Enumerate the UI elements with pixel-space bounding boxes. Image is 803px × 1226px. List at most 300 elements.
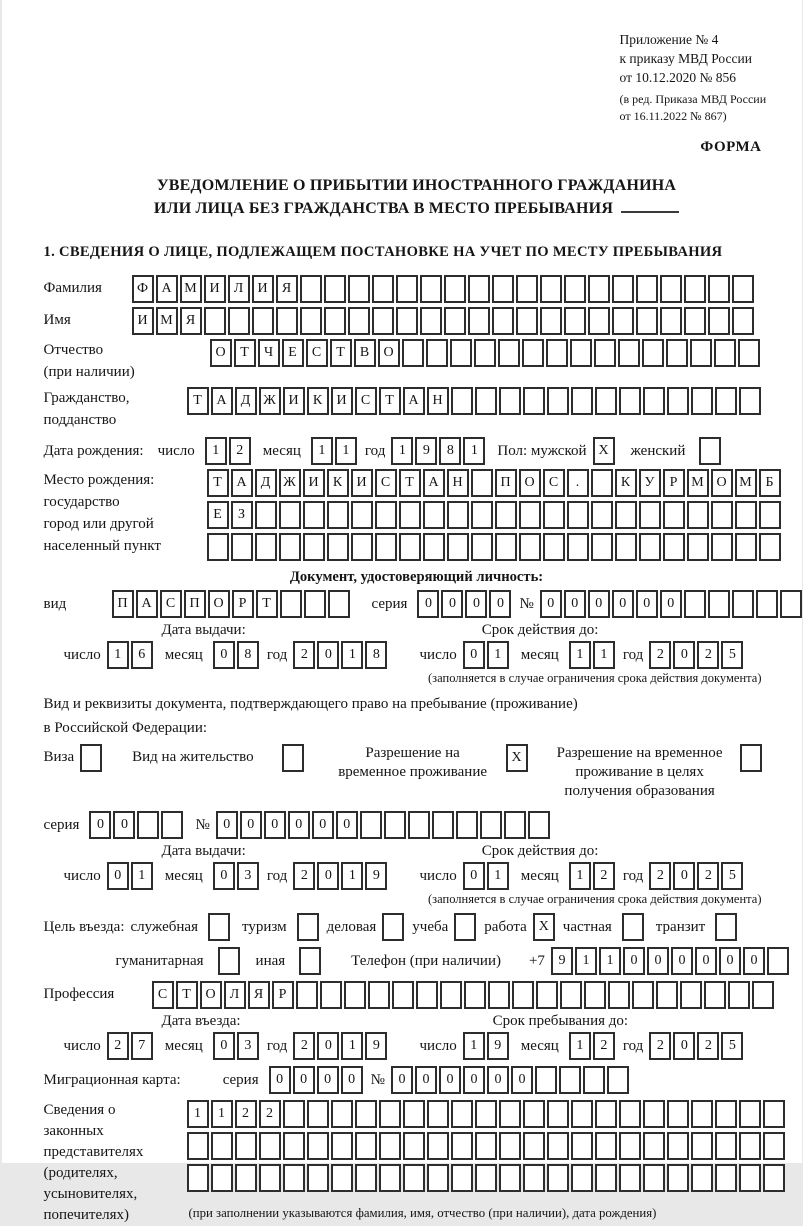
form-cell[interactable] (283, 1164, 305, 1192)
form-cell[interactable] (763, 1100, 785, 1128)
form-cell[interactable]: 0 (719, 947, 741, 975)
form-cell[interactable]: 1 (593, 641, 615, 669)
form-cell[interactable] (488, 981, 510, 1009)
form-cell[interactable]: 0 (317, 641, 339, 669)
form-cell[interactable]: 0 (612, 590, 634, 618)
form-cell[interactable]: Д (255, 469, 277, 497)
form-cell[interactable]: Д (235, 387, 257, 415)
form-cell[interactable]: 0 (588, 590, 610, 618)
form-cell[interactable] (704, 981, 726, 1009)
form-cell[interactable]: 0 (213, 1032, 235, 1060)
form-cell[interactable]: Т (187, 387, 209, 415)
form-cell[interactable]: Ж (279, 469, 301, 497)
form-cell[interactable] (567, 501, 589, 529)
form-cell[interactable]: 0 (415, 1066, 437, 1094)
form-cell[interactable] (595, 1164, 617, 1192)
form-cell[interactable] (739, 1100, 761, 1128)
form-cell[interactable] (667, 1100, 689, 1128)
form-cell[interactable] (475, 1132, 497, 1160)
form-cell[interactable]: Р (272, 981, 294, 1009)
form-cell[interactable]: 0 (441, 590, 463, 618)
form-cell[interactable] (619, 387, 641, 415)
form-cell[interactable]: 9 (487, 1032, 509, 1060)
form-cell[interactable]: М (687, 469, 709, 497)
form-cell[interactable] (355, 1100, 377, 1128)
form-cell[interactable] (759, 501, 781, 529)
form-cell[interactable]: 1 (341, 1032, 363, 1060)
form-cell[interactable] (715, 387, 737, 415)
form-cell[interactable]: А (211, 387, 233, 415)
form-cell[interactable] (348, 307, 370, 335)
form-cell[interactable]: И (351, 469, 373, 497)
form-cell[interactable]: 8 (365, 641, 387, 669)
form-cell[interactable]: З (231, 501, 253, 529)
form-cell[interactable]: 1 (569, 1032, 591, 1060)
form-cell[interactable] (280, 590, 302, 618)
form-cell[interactable]: Т (234, 339, 256, 367)
form-cell[interactable] (523, 1132, 545, 1160)
form-cell[interactable] (732, 307, 754, 335)
form-cell[interactable] (403, 1164, 425, 1192)
form-cell[interactable]: 2 (293, 641, 315, 669)
form-cell[interactable]: С (160, 590, 182, 618)
form-cell[interactable]: В (354, 339, 376, 367)
form-cell[interactable] (211, 1164, 233, 1192)
form-cell[interactable] (560, 981, 582, 1009)
form-cell[interactable]: А (136, 590, 158, 618)
form-cell[interactable]: Ч (258, 339, 280, 367)
form-cell[interactable] (543, 533, 565, 561)
form-cell[interactable]: Т (207, 469, 229, 497)
form-cell[interactable] (379, 1100, 401, 1128)
form-cell[interactable] (307, 1164, 329, 1192)
form-cell[interactable]: М (156, 307, 178, 335)
form-cell[interactable] (643, 1164, 665, 1192)
form-cell[interactable] (759, 533, 781, 561)
form-cell[interactable] (255, 501, 277, 529)
form-cell[interactable] (456, 811, 478, 839)
form-cell[interactable]: 8 (237, 641, 259, 669)
form-cell[interactable] (480, 811, 502, 839)
form-cell[interactable]: Р (663, 469, 685, 497)
form-cell[interactable] (304, 590, 326, 618)
form-cell[interactable] (218, 947, 240, 975)
form-cell[interactable]: 3 (237, 1032, 259, 1060)
form-cell[interactable] (161, 811, 183, 839)
form-cell[interactable] (504, 811, 526, 839)
form-cell[interactable] (408, 811, 430, 839)
form-cell[interactable]: . (567, 469, 589, 497)
form-cell[interactable] (615, 533, 637, 561)
form-cell[interactable] (471, 469, 493, 497)
form-cell[interactable]: Е (282, 339, 304, 367)
form-cell[interactable] (320, 981, 342, 1009)
form-cell[interactable]: П (495, 469, 517, 497)
form-cell[interactable]: 8 (439, 437, 461, 465)
form-cell[interactable] (259, 1164, 281, 1192)
form-cell[interactable] (399, 533, 421, 561)
form-cell[interactable] (656, 981, 678, 1009)
form-cell[interactable]: 1 (575, 947, 597, 975)
form-cell[interactable] (211, 1132, 233, 1160)
form-cell[interactable]: И (303, 469, 325, 497)
form-cell[interactable]: 2 (259, 1100, 281, 1128)
form-cell[interactable]: X (533, 913, 555, 941)
form-cell[interactable]: 2 (235, 1100, 257, 1128)
form-cell[interactable] (327, 501, 349, 529)
form-cell[interactable] (471, 501, 493, 529)
form-cell[interactable] (632, 981, 654, 1009)
form-cell[interactable]: Я (180, 307, 202, 335)
form-cell[interactable]: Т (399, 469, 421, 497)
form-cell[interactable]: 3 (237, 862, 259, 890)
form-cell[interactable]: 0 (317, 862, 339, 890)
form-cell[interactable] (80, 744, 102, 772)
form-cell[interactable]: 0 (216, 811, 238, 839)
form-cell[interactable]: 2 (293, 1032, 315, 1060)
form-cell[interactable] (231, 533, 253, 561)
form-cell[interactable] (519, 533, 541, 561)
form-cell[interactable]: О (210, 339, 232, 367)
form-cell[interactable]: 6 (131, 641, 153, 669)
form-cell[interactable]: Л (224, 981, 246, 1009)
form-cell[interactable]: 2 (649, 862, 671, 890)
form-cell[interactable] (684, 275, 706, 303)
form-cell[interactable] (392, 981, 414, 1009)
form-cell[interactable]: 0 (660, 590, 682, 618)
form-cell[interactable] (360, 811, 382, 839)
form-cell[interactable]: 0 (540, 590, 562, 618)
form-cell[interactable] (667, 387, 689, 415)
form-cell[interactable] (299, 947, 321, 975)
form-cell[interactable]: 1 (107, 641, 129, 669)
form-cell[interactable] (276, 307, 298, 335)
form-cell[interactable] (137, 811, 159, 839)
form-cell[interactable]: Т (330, 339, 352, 367)
form-cell[interactable]: 0 (113, 811, 135, 839)
form-cell[interactable]: 1 (187, 1100, 209, 1128)
form-cell[interactable]: 0 (673, 862, 695, 890)
form-cell[interactable] (639, 501, 661, 529)
form-cell[interactable]: О (519, 469, 541, 497)
form-cell[interactable]: Я (248, 981, 270, 1009)
form-cell[interactable]: О (378, 339, 400, 367)
form-cell[interactable] (615, 501, 637, 529)
form-cell[interactable]: 0 (673, 1032, 695, 1060)
form-cell[interactable] (208, 913, 230, 941)
form-cell[interactable] (252, 307, 274, 335)
form-cell[interactable]: 2 (593, 1032, 615, 1060)
form-cell[interactable]: Р (232, 590, 254, 618)
form-cell[interactable] (474, 339, 496, 367)
form-cell[interactable]: О (711, 469, 733, 497)
form-cell[interactable] (523, 1100, 545, 1128)
form-cell[interactable]: 0 (647, 947, 669, 975)
form-cell[interactable] (643, 387, 665, 415)
form-cell[interactable]: 1 (569, 641, 591, 669)
form-cell[interactable]: 0 (288, 811, 310, 839)
form-cell[interactable] (663, 533, 685, 561)
form-cell[interactable] (402, 339, 424, 367)
form-cell[interactable] (498, 339, 520, 367)
form-cell[interactable]: 9 (415, 437, 437, 465)
form-cell[interactable] (519, 501, 541, 529)
form-cell[interactable] (283, 1100, 305, 1128)
form-cell[interactable]: 2 (229, 437, 251, 465)
form-cell[interactable] (591, 533, 613, 561)
form-cell[interactable] (324, 307, 346, 335)
form-cell[interactable] (584, 981, 606, 1009)
form-cell[interactable]: 1 (569, 862, 591, 890)
form-cell[interactable] (420, 275, 442, 303)
form-cell[interactable]: С (543, 469, 565, 497)
form-cell[interactable] (642, 339, 664, 367)
form-cell[interactable] (427, 1100, 449, 1128)
form-cell[interactable]: 0 (673, 641, 695, 669)
form-cell[interactable] (687, 533, 709, 561)
form-cell[interactable] (739, 1164, 761, 1192)
form-cell[interactable] (732, 590, 754, 618)
form-cell[interactable] (663, 501, 685, 529)
form-cell[interactable] (667, 1132, 689, 1160)
form-cell[interactable] (303, 533, 325, 561)
form-cell[interactable] (396, 307, 418, 335)
form-cell[interactable]: 0 (671, 947, 693, 975)
form-cell[interactable] (416, 981, 438, 1009)
form-cell[interactable] (594, 339, 616, 367)
form-cell[interactable] (708, 307, 730, 335)
form-cell[interactable] (588, 275, 610, 303)
form-cell[interactable]: С (355, 387, 377, 415)
form-cell[interactable]: А (403, 387, 425, 415)
form-cell[interactable]: И (204, 275, 226, 303)
form-cell[interactable] (715, 1164, 737, 1192)
form-cell[interactable] (684, 307, 706, 335)
form-cell[interactable]: Я (276, 275, 298, 303)
form-cell[interactable]: У (639, 469, 661, 497)
form-cell[interactable]: 2 (293, 862, 315, 890)
form-cell[interactable] (639, 533, 661, 561)
form-cell[interactable] (583, 1066, 605, 1094)
form-cell[interactable]: 5 (721, 641, 743, 669)
form-cell[interactable] (307, 1100, 329, 1128)
form-cell[interactable] (591, 469, 613, 497)
form-cell[interactable] (331, 1100, 353, 1128)
form-cell[interactable]: 0 (213, 641, 235, 669)
form-cell[interactable] (450, 339, 472, 367)
form-cell[interactable] (516, 307, 538, 335)
form-cell[interactable] (279, 533, 301, 561)
form-cell[interactable] (255, 533, 277, 561)
form-cell[interactable] (475, 1164, 497, 1192)
form-cell[interactable] (328, 590, 350, 618)
form-cell[interactable] (607, 1066, 629, 1094)
form-cell[interactable] (666, 339, 688, 367)
form-cell[interactable]: Ф (132, 275, 154, 303)
form-cell[interactable]: 9 (551, 947, 573, 975)
form-cell[interactable]: Н (427, 387, 449, 415)
form-cell[interactable] (595, 1132, 617, 1160)
form-cell[interactable]: 0 (743, 947, 765, 975)
form-cell[interactable] (399, 501, 421, 529)
form-cell[interactable] (423, 501, 445, 529)
form-cell[interactable]: 1 (341, 862, 363, 890)
form-cell[interactable] (739, 1132, 761, 1160)
form-cell[interactable]: О (200, 981, 222, 1009)
form-cell[interactable] (728, 981, 750, 1009)
form-cell[interactable]: 1 (463, 1032, 485, 1060)
form-cell[interactable]: 1 (463, 437, 485, 465)
form-cell[interactable]: 0 (89, 811, 111, 839)
form-cell[interactable]: 0 (623, 947, 645, 975)
form-cell[interactable]: П (184, 590, 206, 618)
form-cell[interactable] (691, 1164, 713, 1192)
form-cell[interactable] (283, 1132, 305, 1160)
form-cell[interactable]: О (208, 590, 230, 618)
form-cell[interactable]: 1 (335, 437, 357, 465)
form-cell[interactable] (187, 1164, 209, 1192)
form-cell[interactable] (691, 387, 713, 415)
form-cell[interactable]: 0 (489, 590, 511, 618)
form-cell[interactable]: 0 (417, 590, 439, 618)
form-cell[interactable] (535, 1066, 557, 1094)
form-cell[interactable] (451, 1132, 473, 1160)
form-cell[interactable]: И (331, 387, 353, 415)
form-cell[interactable] (300, 275, 322, 303)
form-cell[interactable] (612, 275, 634, 303)
form-cell[interactable]: Т (256, 590, 278, 618)
form-cell[interactable]: 2 (649, 1032, 671, 1060)
form-cell[interactable]: 0 (439, 1066, 461, 1094)
form-cell[interactable] (355, 1132, 377, 1160)
form-cell[interactable] (427, 1164, 449, 1192)
form-cell[interactable]: 2 (107, 1032, 129, 1060)
form-cell[interactable] (440, 981, 462, 1009)
form-cell[interactable] (540, 275, 562, 303)
title-blank-underline[interactable] (621, 198, 679, 213)
form-cell[interactable] (444, 275, 466, 303)
form-cell[interactable] (643, 1132, 665, 1160)
form-cell[interactable]: А (156, 275, 178, 303)
form-cell[interactable]: Т (176, 981, 198, 1009)
form-cell[interactable]: 2 (593, 862, 615, 890)
form-cell[interactable] (763, 1132, 785, 1160)
form-cell[interactable] (608, 981, 630, 1009)
form-cell[interactable]: 9 (365, 862, 387, 890)
form-cell[interactable]: 0 (564, 590, 586, 618)
form-cell[interactable]: 0 (264, 811, 286, 839)
form-cell[interactable] (475, 1100, 497, 1128)
form-cell[interactable] (660, 275, 682, 303)
form-cell[interactable] (564, 275, 586, 303)
form-cell[interactable] (355, 1164, 377, 1192)
form-cell[interactable] (523, 1164, 545, 1192)
form-cell[interactable] (636, 307, 658, 335)
form-cell[interactable] (619, 1164, 641, 1192)
form-cell[interactable] (447, 533, 469, 561)
form-cell[interactable]: 1 (205, 437, 227, 465)
form-cell[interactable]: К (615, 469, 637, 497)
form-cell[interactable] (619, 1132, 641, 1160)
form-cell[interactable]: Н (447, 469, 469, 497)
form-cell[interactable] (547, 387, 569, 415)
form-cell[interactable] (591, 501, 613, 529)
form-cell[interactable] (528, 811, 550, 839)
form-cell[interactable]: 0 (312, 811, 334, 839)
form-cell[interactable] (331, 1132, 353, 1160)
form-cell[interactable] (492, 275, 514, 303)
form-cell[interactable]: 0 (391, 1066, 413, 1094)
form-cell[interactable]: 1 (131, 862, 153, 890)
form-cell[interactable] (708, 275, 730, 303)
form-cell[interactable] (468, 275, 490, 303)
form-cell[interactable]: 0 (463, 1066, 485, 1094)
form-cell[interactable]: К (307, 387, 329, 415)
form-cell[interactable]: 1 (391, 437, 413, 465)
form-cell[interactable] (763, 1164, 785, 1192)
form-cell[interactable] (540, 307, 562, 335)
form-cell[interactable] (432, 811, 454, 839)
form-cell[interactable]: 1 (211, 1100, 233, 1128)
form-cell[interactable] (622, 913, 644, 941)
form-cell[interactable] (571, 387, 593, 415)
form-cell[interactable]: 0 (341, 1066, 363, 1094)
form-cell[interactable] (420, 307, 442, 335)
form-cell[interactable]: 0 (107, 862, 129, 890)
form-cell[interactable] (379, 1132, 401, 1160)
form-cell[interactable] (447, 501, 469, 529)
form-cell[interactable]: 0 (317, 1032, 339, 1060)
form-cell[interactable] (423, 533, 445, 561)
form-cell[interactable] (444, 307, 466, 335)
form-cell[interactable] (375, 533, 397, 561)
form-cell[interactable] (612, 307, 634, 335)
form-cell[interactable] (536, 981, 558, 1009)
form-cell[interactable] (708, 590, 730, 618)
form-cell[interactable] (379, 1164, 401, 1192)
form-cell[interactable] (711, 501, 733, 529)
form-cell[interactable] (740, 744, 762, 772)
form-cell[interactable] (427, 1132, 449, 1160)
form-cell[interactable] (567, 533, 589, 561)
form-cell[interactable]: 2 (697, 1032, 719, 1060)
form-cell[interactable] (547, 1132, 569, 1160)
form-cell[interactable] (643, 1100, 665, 1128)
form-cell[interactable] (680, 981, 702, 1009)
form-cell[interactable]: 9 (365, 1032, 387, 1060)
form-cell[interactable] (499, 387, 521, 415)
form-cell[interactable] (588, 307, 610, 335)
form-cell[interactable] (372, 275, 394, 303)
form-cell[interactable] (396, 275, 418, 303)
form-cell[interactable] (348, 275, 370, 303)
form-cell[interactable] (327, 533, 349, 561)
form-cell[interactable] (372, 307, 394, 335)
form-cell[interactable]: 0 (269, 1066, 291, 1094)
form-cell[interactable] (279, 501, 301, 529)
form-cell[interactable]: С (306, 339, 328, 367)
form-cell[interactable] (495, 501, 517, 529)
form-cell[interactable] (738, 339, 760, 367)
form-cell[interactable] (512, 981, 534, 1009)
form-cell[interactable] (187, 1132, 209, 1160)
form-cell[interactable]: 0 (636, 590, 658, 618)
form-cell[interactable] (546, 339, 568, 367)
form-cell[interactable] (499, 1132, 521, 1160)
form-cell[interactable]: А (423, 469, 445, 497)
form-cell[interactable] (711, 533, 733, 561)
form-cell[interactable] (454, 913, 476, 941)
